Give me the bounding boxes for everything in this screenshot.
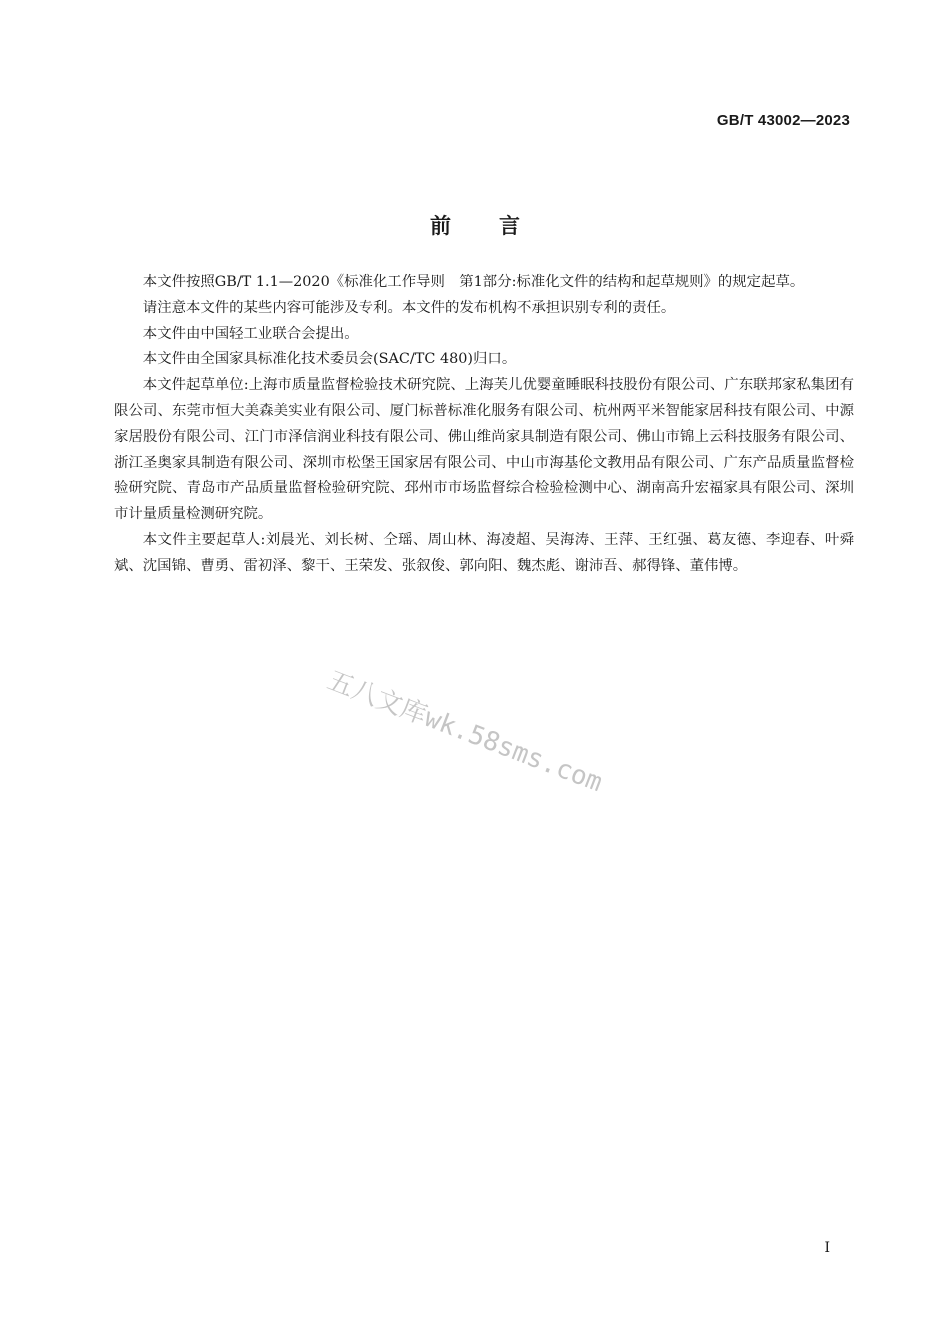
- standard-code: GB/T 43002—2023: [716, 112, 850, 129]
- paragraph-technical-committee: 本文件由全国家具标准化技术委员会(SAC/TC 480)归口。: [142, 351, 517, 368]
- body-text: [114, 270, 854, 580]
- paragraph-patent-notice: 请注意本文件的某些内容可能涉及专利。本文件的发布机构不承担识别专利的责任。: [142, 299, 676, 316]
- paragraph-main-drafters: 本文件主要起草人:刘晨光、刘长树、仝瑶、周山林、海凌超、吴海涛、王萍、王红强、葛友德、李迎春、叶舜斌、沈国锦、曹勇、雷初泽、黎干、王荣发、张叙俊、郭向阳、魏杰彪、谢沛吾、郝得锋、董伟博。: [114, 531, 854, 574]
- page-title: 前言: [430, 214, 568, 239]
- watermark: 五八文库wk.58sms.com: [323, 665, 607, 799]
- paragraph-proposer: 本文件由中国轻工业联合会提出。: [142, 325, 359, 342]
- page-number: I: [824, 1240, 830, 1256]
- paragraph-drafting-rules: 本文件按照GB/T 1.1—2020《标准化工作导则 第1部分:标准化文件的结构和起草规则》的规定起草。: [142, 274, 805, 290]
- paragraph-drafting-units: 本文件起草单位:上海市质量监督检验技术研究院、上海芙儿优婴童睡眠科技股份有限公司、广东联邦家私集团有限公司、东莞市恒大美森美实业有限公司、厦门标普标准化服务有限公司、杭州两平米智能家居科技有限公司、中源家居股份有限公司、江门市泽信润业科技有限公司、佛山维尚家具制造有限公司、佛山市锦上云科技服务有限公司、浙江圣奥家具制造有限公司、深圳市松堡王国家居有限公司、中山市海基伦文教用品有限公司、广东产品质量监督检验研究院、青岛市产品质量监督检验研究院、邳州市市场监督综合检验检测中心、湖南高升宏福家具有限公司、深圳市计量质量检测研究院。: [114, 377, 854, 523]
